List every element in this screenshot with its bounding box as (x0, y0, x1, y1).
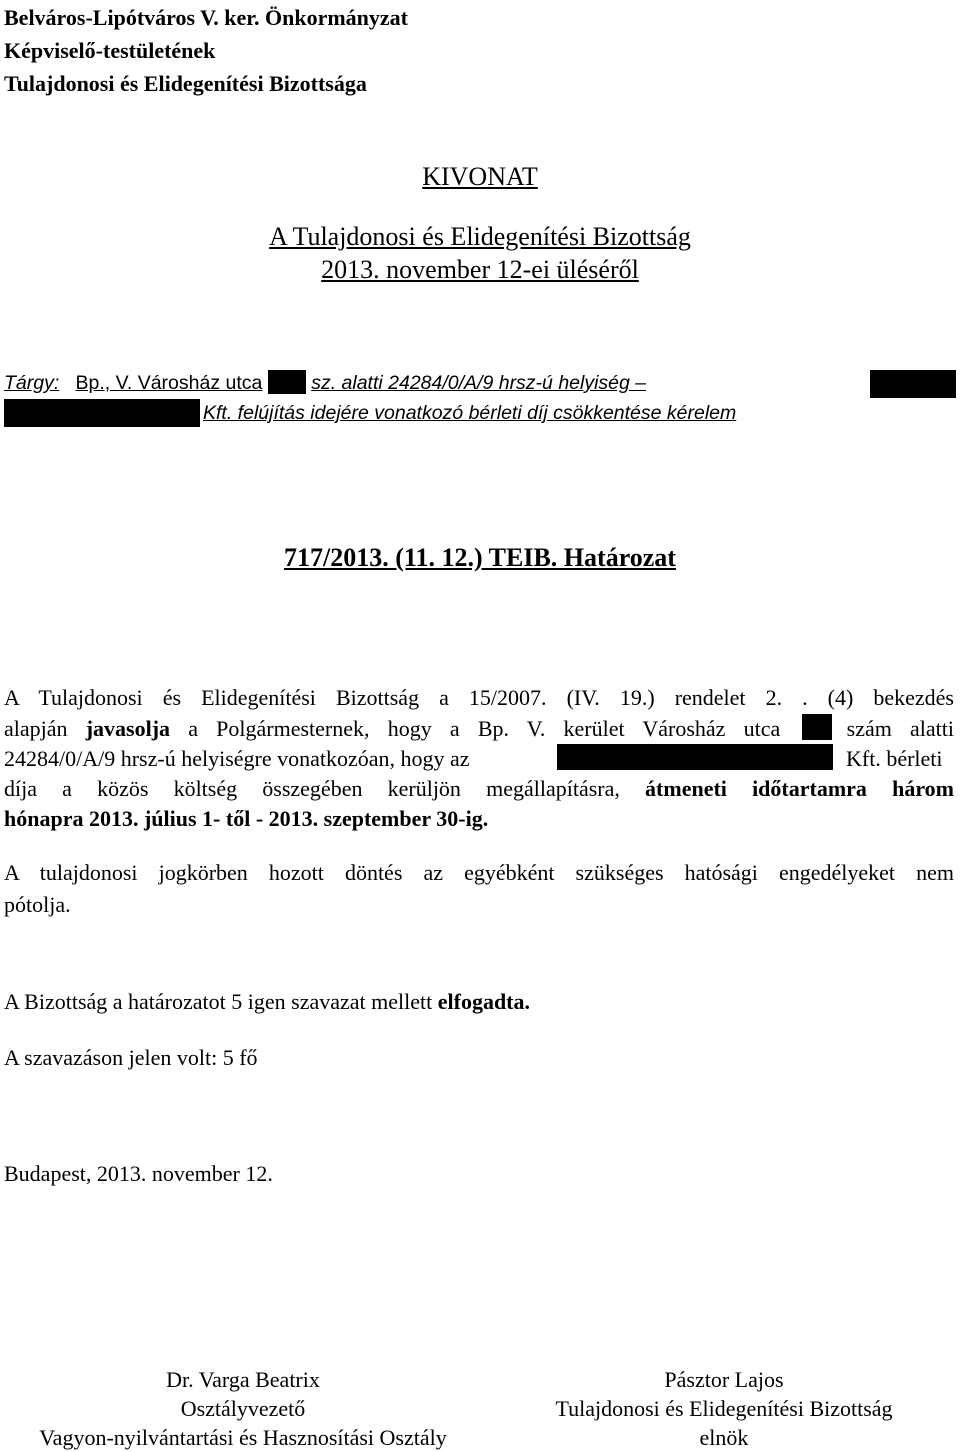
body-line-1: A Tulajdonosi és Elidegenítési Bizottság a 15/2007. (IV. 19.) rendelet 2. . (4) bekezdés (4, 685, 954, 710)
signature-right-name: Pásztor Lajos (664, 1367, 784, 1392)
body-para2-line-2: pótolja. (4, 892, 71, 917)
subject-line-1 (4, 370, 646, 395)
signature-left-name: Dr. Varga Beatrix (166, 1367, 320, 1392)
signature-right-unit: elnök (699, 1425, 749, 1450)
signature-right-role: Tulajdonosi és Elidegenítési Bizottság (555, 1396, 893, 1421)
decision-number: 717/2013. (11. 12.) TEIB. Határozat (284, 543, 676, 572)
body-line-3b: Kft. bérleti (846, 746, 943, 771)
redaction-block (870, 370, 956, 398)
body-line-5: hónapra 2013. július 1- től - 2013. szeptember 30-ig. (4, 806, 489, 831)
redaction-block (802, 714, 832, 740)
vote-result: A Bizottság a határozatot 5 igen szavazat mellett elfogadta. (4, 989, 530, 1014)
subject-label: Tárgy: (4, 372, 60, 394)
signature-right (514, 1365, 934, 1452)
redaction-block (268, 370, 306, 394)
redaction-block (557, 744, 833, 770)
meeting-title-line-1: A Tulajdonosi és Elidegenítési Bizottság (269, 222, 691, 251)
signature-left-unit: Vagyon-nyilvántartási és Hasznosítási Osztály (39, 1425, 447, 1450)
signature-left (0, 1365, 486, 1452)
body-line-2: alapján javasolja a Polgármesternek, hogy a Bp. V. kerület Városház utca szám alatti (4, 716, 955, 741)
place-date: Budapest, 2013. november 12. (4, 1161, 273, 1186)
kivonat-title: KIVONAT (422, 162, 538, 191)
subject-part-2: sz. alatti 24284/0/A/9 hrsz-ú helyiség – (311, 372, 647, 394)
meeting-title-line-2: 2013. november 12-ei üléséről (321, 255, 639, 284)
signature-left-role: Osztályvezető (180, 1396, 306, 1421)
body-line-3a: 24284/0/A/9 hrsz-ú helyiségre vonatkozóan, hogy az (4, 746, 470, 771)
header-line-3: Tulajdonosi és Elidegenítési Bizottsága (4, 71, 367, 96)
body-line-4: díja a közös költség összegében kerüljön megállapításra, átmeneti időtartamra három (4, 776, 955, 801)
header-line-1: Belváros-Lipótváros V. ker. Önkormányzat (4, 5, 408, 30)
present-count: A szavazáson jelen volt: 5 fő (4, 1045, 258, 1070)
body-para2-line-1: A tulajdonosi jogkörben hozott döntés az egyébként szükséges hatósági engedélyeket nem (4, 860, 954, 885)
subject-part-3: Kft. felújítás idejére vonatkozó bérleti díj csökkentése kérelem (203, 402, 737, 424)
subject-part-1: Bp., V. Városház utca (75, 372, 263, 394)
redaction-block (4, 399, 200, 427)
header-line-2: Képviselő-testületének (4, 38, 216, 63)
